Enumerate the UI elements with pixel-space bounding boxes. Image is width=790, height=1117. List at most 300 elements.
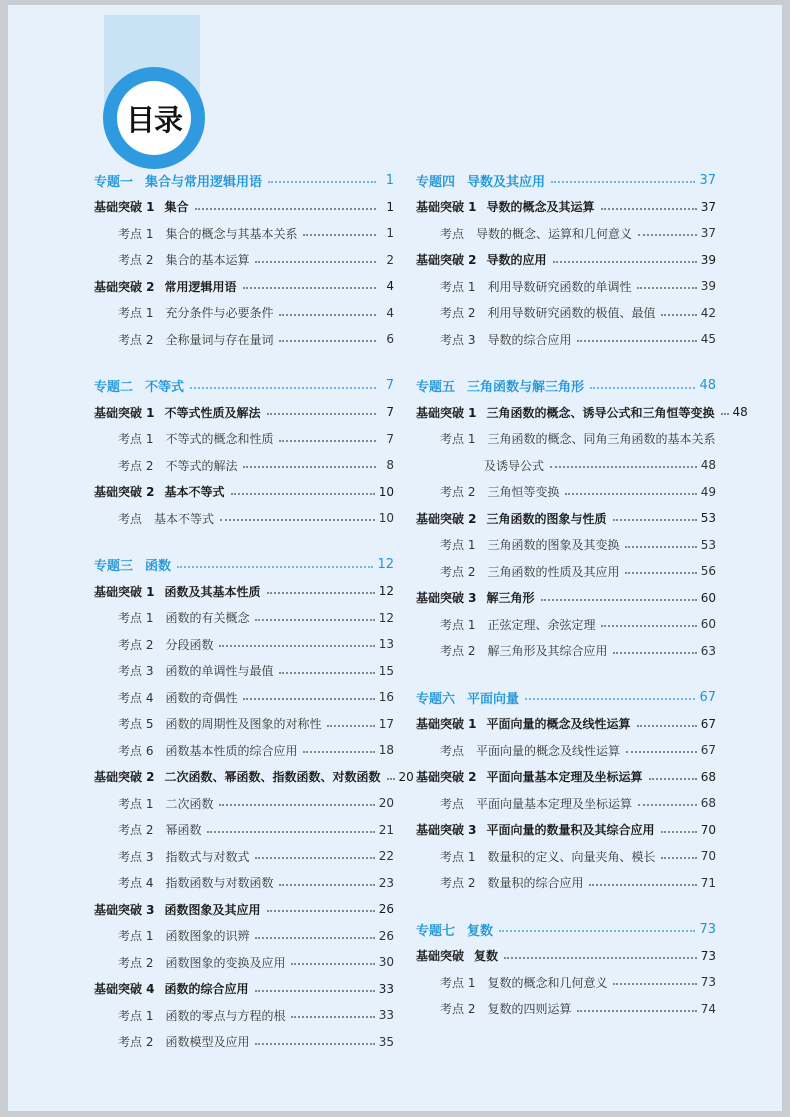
toc-entry-topic[interactable] <box>416 373 716 400</box>
toc-entry-point[interactable] <box>416 220 716 247</box>
dot-leader <box>291 1016 374 1018</box>
dot-leader <box>637 287 696 289</box>
dot-leader <box>268 181 376 183</box>
dot-leader <box>255 619 374 621</box>
toc-entry-page-number: 73 <box>700 975 716 990</box>
toc-entry-page-number: 10 <box>378 484 394 499</box>
toc-entry-label: 考点 <box>440 796 465 811</box>
toc-entry-point[interactable] <box>416 790 716 817</box>
toc-entry-point[interactable] <box>416 558 716 585</box>
toc-entry-break[interactable] <box>94 399 394 426</box>
toc-entry-page-number: 15 <box>378 663 394 678</box>
toc-entry-title: 函数基本性质的综合应用 <box>165 743 298 758</box>
toc-entry-title: 函数图象及其应用 <box>164 902 261 917</box>
dot-leader <box>243 698 374 700</box>
toc-entry-label: 考点 1 <box>118 796 154 811</box>
toc-entry-title: 不等式 <box>145 380 185 396</box>
toc-entry-title: 三角恒等变换 <box>487 485 560 500</box>
toc-entry-label: 考点 1 <box>440 849 476 864</box>
toc-entry-page-number: 42 <box>700 305 716 320</box>
toc-entry-label: 考点 1 <box>118 226 154 241</box>
toc-entry-break[interactable] <box>416 505 716 532</box>
toc-entry-point[interactable] <box>416 532 716 559</box>
toc-entry-title: 导数的应用 <box>486 253 547 268</box>
toc-entry-title: 幂函数 <box>165 823 202 838</box>
toc-entry-page-number: 37 <box>700 226 716 241</box>
toc-entry-page-number: 48 <box>732 405 748 420</box>
toc-entry-point[interactable] <box>94 870 394 897</box>
toc-entry-label: 基础突破 2 <box>416 770 477 785</box>
toc-entry-page-number: 45 <box>700 332 716 347</box>
toc-entry-title: 复数的四则运算 <box>487 1002 572 1017</box>
dot-leader <box>231 493 375 495</box>
toc-entry-page-number: 8 <box>386 458 394 473</box>
toc-entry-label: 考点 1 <box>118 611 154 626</box>
toc-entry-title: 函数 <box>145 559 172 575</box>
toc-entry-label: 考点 1 <box>118 306 154 321</box>
toc-entry-point[interactable] <box>94 605 394 632</box>
toc-entry-point[interactable] <box>94 843 394 870</box>
toc-entry-title: 解三角形及其综合应用 <box>487 644 608 659</box>
toc-entry-title: 函数的奇偶性 <box>165 690 238 705</box>
toc-entry-title: 函数图象的识辨 <box>165 929 250 944</box>
toc-entry-break[interactable] <box>94 273 394 300</box>
toc-entry-page-number: 53 <box>700 537 716 552</box>
toc-entry-label: 考点 2 <box>118 1035 154 1050</box>
toc-entry-title: 基本不等式 <box>164 485 225 500</box>
toc-entry-point[interactable] <box>94 1029 394 1056</box>
toc-entry-page-number: 1 <box>386 199 394 214</box>
toc-entry-page-number: 12 <box>378 584 394 599</box>
dot-leader <box>550 466 697 468</box>
toc-entry-break[interactable] <box>416 247 716 274</box>
toc-entry-label: 考点 5 <box>118 717 154 732</box>
section-gap <box>416 896 716 916</box>
toc-entry-topic[interactable] <box>416 167 716 194</box>
toc-entry-title: 平面向量基本定理及坐标运算 <box>486 770 643 785</box>
toc-entry-title: 指数函数与对数函数 <box>165 876 274 891</box>
toc-entry-point[interactable] <box>94 658 394 685</box>
toc-entry-label: 考点 1 <box>118 1008 154 1023</box>
dot-leader <box>525 698 695 700</box>
toc-entry-page-number: 7 <box>386 431 394 446</box>
toc-entry-page-number: 74 <box>700 1001 716 1016</box>
toc-entry-page-number: 48 <box>699 378 716 394</box>
dot-leader <box>243 287 376 289</box>
toc-entry-page-number: 33 <box>378 1008 394 1023</box>
dot-leader <box>577 340 696 342</box>
toc-entry-label: 考点 2 <box>440 1002 476 1017</box>
toc-entry-page-number: 67 <box>700 716 716 731</box>
toc-entry-point[interactable] <box>416 870 716 897</box>
toc-entry-point[interactable] <box>416 969 716 996</box>
dot-leader <box>279 884 374 886</box>
toc-entry-page-number: 70 <box>700 822 716 837</box>
toc-entry-cont[interactable] <box>416 452 716 479</box>
toc-entry-topic[interactable] <box>416 916 716 943</box>
toc-entry-label: 考点 2 <box>118 823 154 838</box>
dot-leader <box>255 261 376 263</box>
toc-entry-page-number: 22 <box>378 849 394 864</box>
toc-entry-title: 集合的概念与其基本关系 <box>165 226 298 241</box>
toc-entry-point[interactable] <box>416 479 716 506</box>
toc-entry-title: 平面向量基本定理及坐标运算 <box>476 796 633 811</box>
toc-entry-page-number: 20 <box>398 769 414 784</box>
toc-entry-label: 考点 4 <box>118 690 154 705</box>
toc-entry-label: 考点 3 <box>118 849 154 864</box>
toc-entry-page-number: 21 <box>378 822 394 837</box>
toc-entry-page-number: 60 <box>700 617 716 632</box>
dot-leader <box>267 413 376 415</box>
toc-entry-title: 不等式的概念和性质 <box>165 432 274 447</box>
dot-leader <box>255 990 375 992</box>
toc-column-right <box>416 167 748 1022</box>
toc-entry-label: 专题七 <box>416 923 456 939</box>
dot-leader <box>661 831 697 833</box>
toc-entry-page-number: 1 <box>385 172 394 188</box>
dot-leader <box>195 208 376 210</box>
toc-entry-page-number: 48 <box>700 458 716 473</box>
toc-entry-title: 函数的零点与方程的根 <box>165 1008 286 1023</box>
toc-entry-point[interactable] <box>94 505 394 532</box>
toc-entry-point[interactable] <box>416 326 716 353</box>
dot-leader <box>601 208 697 210</box>
toc-entry-page-number: 63 <box>700 643 716 658</box>
toc-entry-label: 专题三 <box>94 559 134 575</box>
toc-entry-page-number: 18 <box>378 743 394 758</box>
section-gap <box>416 353 716 373</box>
dot-leader <box>661 314 696 316</box>
toc-entry-point[interactable] <box>94 247 394 274</box>
toc-entry-page-number: 37 <box>700 199 716 214</box>
toc-entry-label: 考点 1 <box>440 279 476 294</box>
toc-entry-label: 基础突破 2 <box>94 770 155 785</box>
dot-leader <box>303 234 376 236</box>
toc-entry-label: 专题一 <box>94 174 134 190</box>
toc-entry-break[interactable] <box>94 976 394 1003</box>
toc-entry-break[interactable] <box>416 817 716 844</box>
dot-leader <box>638 234 697 236</box>
toc-entry-title: 不等式的解法 <box>165 458 238 473</box>
toc-entry-title: 复数 <box>467 923 494 939</box>
toc-entry-label: 基础突破 2 <box>94 485 155 500</box>
toc-entry-title: 三角函数的性质及其应用 <box>487 564 620 579</box>
toc-entry-title: 数量积的定义、向量夹角、模长 <box>487 849 656 864</box>
toc-entry-title: 平面向量的数量积及其综合应用 <box>486 823 655 838</box>
toc-entry-title: 二次函数、幂函数、指数函数、对数函数 <box>164 770 381 785</box>
dot-leader <box>661 857 696 859</box>
toc-entry-title: 函数的综合应用 <box>164 982 249 997</box>
dot-leader <box>243 466 376 468</box>
toc-entry-point[interactable] <box>94 300 394 327</box>
toc-entry-break[interactable] <box>416 764 716 791</box>
toc-entry-page-number: 39 <box>700 252 716 267</box>
toc-entry-title: 平面向量 <box>467 691 520 707</box>
toc-entry-page-number: 23 <box>378 875 394 890</box>
dot-leader <box>589 884 696 886</box>
toc-entry-break[interactable] <box>416 399 748 426</box>
dot-leader <box>255 937 374 939</box>
toc-entry-topic[interactable] <box>94 373 394 400</box>
toc-entry-title: 三角函数的图象与性质 <box>486 511 607 526</box>
dot-leader <box>207 831 374 833</box>
dot-leader <box>613 983 696 985</box>
dot-leader <box>267 910 375 912</box>
toc-entry-label: 基础突破 1 <box>416 200 477 215</box>
section-gap <box>416 664 716 684</box>
dot-leader <box>291 963 374 965</box>
toc-entry-break[interactable] <box>94 479 394 506</box>
toc-entry-title: 数量积的综合应用 <box>487 876 584 891</box>
toc-entry-title: 函数的有关概念 <box>165 611 250 626</box>
toc-entry-point[interactable] <box>416 273 716 300</box>
dot-leader <box>613 519 697 521</box>
section-gap <box>94 532 394 552</box>
toc-entry-break[interactable] <box>94 896 394 923</box>
toc-entry-page-number: 4 <box>386 279 394 294</box>
toc-entry-break[interactable] <box>416 585 716 612</box>
toc-entry-title: 利用导数研究函数的极值、最值 <box>487 306 656 321</box>
toc-entry-page-number: 13 <box>378 637 394 652</box>
toc-entry-break[interactable] <box>416 194 716 221</box>
toc-entry-title: 平面向量的概念及线性运算 <box>476 743 621 758</box>
toc-entry-page-number: 73 <box>699 921 716 937</box>
toc-entry-title: 导数的概念及其运算 <box>486 200 595 215</box>
toc-entry-label: 考点 2 <box>440 876 476 891</box>
dot-leader <box>553 261 697 263</box>
toc-entry-label: 基础突破 1 <box>416 717 477 732</box>
toc-entry-label: 基础突破 3 <box>416 591 477 606</box>
toc-entry-title: 常用逻辑用语 <box>164 279 237 294</box>
dot-leader <box>190 387 376 389</box>
toc-entry-label: 考点 1 <box>440 617 476 632</box>
toc-entry-page-number: 37 <box>699 172 716 188</box>
toc-entry-page-number: 6 <box>386 332 394 347</box>
toc-entry-page-number: 7 <box>386 405 394 420</box>
toc-entry-page-number: 10 <box>378 511 394 526</box>
dot-leader <box>255 1043 374 1045</box>
toc-entry-point[interactable] <box>94 220 394 247</box>
toc-entry-point[interactable] <box>94 1002 394 1029</box>
toc-entry-label: 考点 1 <box>440 975 476 990</box>
toc-entry-point[interactable] <box>416 737 716 764</box>
page-title: 目录 <box>117 81 191 155</box>
dot-leader <box>220 519 375 521</box>
toc-entry-label: 专题六 <box>416 691 456 707</box>
toc-entry-label: 基础突破 4 <box>94 982 155 997</box>
toc-entry-break[interactable] <box>416 711 716 738</box>
toc-entry-label: 考点 1 <box>118 432 154 447</box>
toc-entry-page-number: 12 <box>377 557 394 573</box>
toc-entry-page-number: 12 <box>378 610 394 625</box>
dot-leader <box>504 957 697 959</box>
dot-leader <box>255 857 374 859</box>
toc-entry-title: 集合的基本运算 <box>165 253 250 268</box>
toc-entry-title: 三角函数的概念、诱导公式和三角恒等变换 <box>486 405 715 420</box>
toc-entry-title: 二次函数 <box>165 796 214 811</box>
toc-entry-label: 考点 <box>440 226 465 241</box>
toc-entry-break[interactable] <box>94 194 394 221</box>
toc-entry-page-number: 7 <box>385 378 394 394</box>
toc-entry-label: 专题五 <box>416 380 456 396</box>
toc-entry-point[interactable] <box>94 737 394 764</box>
toc-entry-page-number: 33 <box>378 981 394 996</box>
toc-entry-point[interactable] <box>94 426 394 453</box>
dot-leader <box>625 546 696 548</box>
dot-leader <box>626 751 697 753</box>
dot-leader <box>279 314 376 316</box>
toc-entry-label: 基础突破 1 <box>416 405 477 420</box>
toc-entry-label: 考点 <box>440 743 465 758</box>
toc-entry-point[interactable] <box>94 790 394 817</box>
dot-leader <box>387 778 395 780</box>
toc-entry-page-number: 16 <box>378 690 394 705</box>
toc-entry-label: 专题四 <box>416 174 456 190</box>
toc-entry-title: 函数模型及应用 <box>165 1035 250 1050</box>
toc-entry-point[interactable] <box>94 711 394 738</box>
toc-entry-page-number: 20 <box>378 796 394 811</box>
toc-entry-point[interactable] <box>94 631 394 658</box>
toc-entry-page-number: 70 <box>700 849 716 864</box>
toc-entry-page-number: 56 <box>700 564 716 579</box>
toc-entry-label: 基础突破 3 <box>94 902 155 917</box>
toc-entry-page-number: 73 <box>700 948 716 963</box>
toc-entry-page-number: 53 <box>700 511 716 526</box>
toc-entry-page-number: 17 <box>378 716 394 731</box>
toc-entry-point[interactable] <box>416 611 716 638</box>
toc-entry-label: 专题二 <box>94 380 134 396</box>
toc-entry-point[interactable] <box>94 949 394 976</box>
toc-entry-label: 考点 2 <box>118 458 154 473</box>
toc-entry-point[interactable] <box>416 996 716 1023</box>
section-gap <box>94 353 394 373</box>
toc-entry-title: 导数及其应用 <box>467 174 546 190</box>
toc-entry-point[interactable] <box>416 300 716 327</box>
toc-entry-page-number: 60 <box>700 590 716 605</box>
toc-entry-label: 基础突破 1 <box>94 200 155 215</box>
toc-entry-label: 考点 6 <box>118 743 154 758</box>
dot-leader <box>601 625 696 627</box>
dot-leader <box>177 566 373 568</box>
toc-entry-point[interactable] <box>416 638 716 665</box>
dot-leader <box>279 440 376 442</box>
dot-leader <box>267 592 375 594</box>
toc-entry-label: 考点 2 <box>118 332 154 347</box>
toc-entry-label: 考点 2 <box>440 644 476 659</box>
dot-leader <box>279 672 374 674</box>
dot-leader <box>219 804 374 806</box>
toc-entry-break[interactable] <box>94 578 394 605</box>
toc-entry-title: 分段函数 <box>165 637 214 652</box>
toc-entry-label: 考点 1 <box>440 538 476 553</box>
toc-entry-title: 三角函数的图象及其变换 <box>487 538 620 553</box>
toc-entry-title: 三角函数与解三角形 <box>467 380 585 396</box>
dot-leader <box>327 725 374 727</box>
toc-entry-topic[interactable] <box>94 167 394 194</box>
dot-leader <box>219 645 374 647</box>
toc-entry-page-number: 2 <box>386 252 394 267</box>
toc-entry-label: 考点 <box>118 511 143 526</box>
toc-entry-break[interactable] <box>416 943 716 970</box>
toc-entry-title: 导数的概念、运算和几何意义 <box>476 226 633 241</box>
toc-entry-point[interactable] <box>94 923 394 950</box>
toc-entry-point[interactable] <box>94 326 394 353</box>
toc-entry-title: 基本不等式 <box>154 511 215 526</box>
toc-entry-point[interactable] <box>416 426 716 453</box>
dot-leader <box>590 387 695 389</box>
toc-entry-label: 考点 2 <box>440 485 476 500</box>
toc-entry-title: 集合与常用逻辑用语 <box>145 174 263 190</box>
toc-column-left <box>94 167 414 1055</box>
toc-entry-point[interactable] <box>416 843 716 870</box>
toc-entry-page-number: 4 <box>386 305 394 320</box>
toc-entry-point[interactable] <box>94 452 394 479</box>
dot-leader <box>541 599 697 601</box>
toc-entry-title: 复数 <box>474 949 499 964</box>
toc-entry-title: 函数的单调性与最值 <box>165 664 274 679</box>
dot-leader <box>303 751 374 753</box>
toc-entry-label: 基础突破 3 <box>416 823 477 838</box>
dot-leader <box>551 181 695 183</box>
toc-entry-topic[interactable] <box>94 552 394 579</box>
toc-entry-label: 考点 2 <box>118 955 154 970</box>
toc-entry-title: 函数图象的变换及应用 <box>165 955 286 970</box>
dot-leader <box>649 778 697 780</box>
toc-entry-label: 基础突破 1 <box>94 584 155 599</box>
toc-entry-title: 不等式性质及解法 <box>164 405 261 420</box>
dot-leader <box>577 1010 696 1012</box>
toc-entry-label: 考点 1 <box>440 432 476 447</box>
toc-entry-break[interactable] <box>94 764 414 791</box>
title-badge <box>103 67 205 169</box>
toc-entry-page-number: 26 <box>378 928 394 943</box>
dot-leader <box>499 930 695 932</box>
toc-entry-label: 基础突破 1 <box>94 405 155 420</box>
toc-entry-page-number: 67 <box>699 689 716 705</box>
dot-leader <box>279 340 376 342</box>
toc-entry-page-number: 49 <box>700 484 716 499</box>
toc-entry-page-number: 30 <box>378 955 394 970</box>
toc-entry-label: 考点 2 <box>118 637 154 652</box>
toc-entry-title: 函数及其基本性质 <box>164 584 261 599</box>
toc-entry-label: 基础突破 <box>416 949 465 964</box>
toc-entry-label: 基础突破 2 <box>416 253 477 268</box>
toc-entry-title: 三角函数的概念、同角三角函数的基本关系 <box>487 432 716 447</box>
toc-entry-title: 集合 <box>164 200 189 215</box>
toc-entry-title: 复数的概念和几何意义 <box>487 975 608 990</box>
toc-entry-title: 平面向量的概念及线性运算 <box>486 717 631 732</box>
toc-entry-point[interactable] <box>94 684 394 711</box>
toc-entry-page-number: 68 <box>700 796 716 811</box>
dot-leader <box>637 725 697 727</box>
toc-entry-point[interactable] <box>94 817 394 844</box>
toc-entry-title: 利用导数研究函数的单调性 <box>487 279 632 294</box>
toc-entry-page-number: 68 <box>700 769 716 784</box>
toc-entry-label: 考点 1 <box>118 929 154 944</box>
toc-entry-page-number: 1 <box>386 226 394 241</box>
toc-entry-title: 函数的周期性及图象的对称性 <box>165 717 322 732</box>
dot-leader <box>721 413 729 415</box>
toc-entry-label: 考点 4 <box>118 876 154 891</box>
toc-entry-label: 考点 2 <box>118 253 154 268</box>
toc-entry-label: 考点 3 <box>440 332 476 347</box>
toc-entry-topic[interactable] <box>416 684 716 711</box>
toc-entry-page-number: 26 <box>378 902 394 917</box>
toc-entry-label: 基础突破 2 <box>94 279 155 294</box>
toc-entry-label: 考点 2 <box>440 564 476 579</box>
toc-entry-page-number: 67 <box>700 743 716 758</box>
dot-leader <box>565 493 696 495</box>
